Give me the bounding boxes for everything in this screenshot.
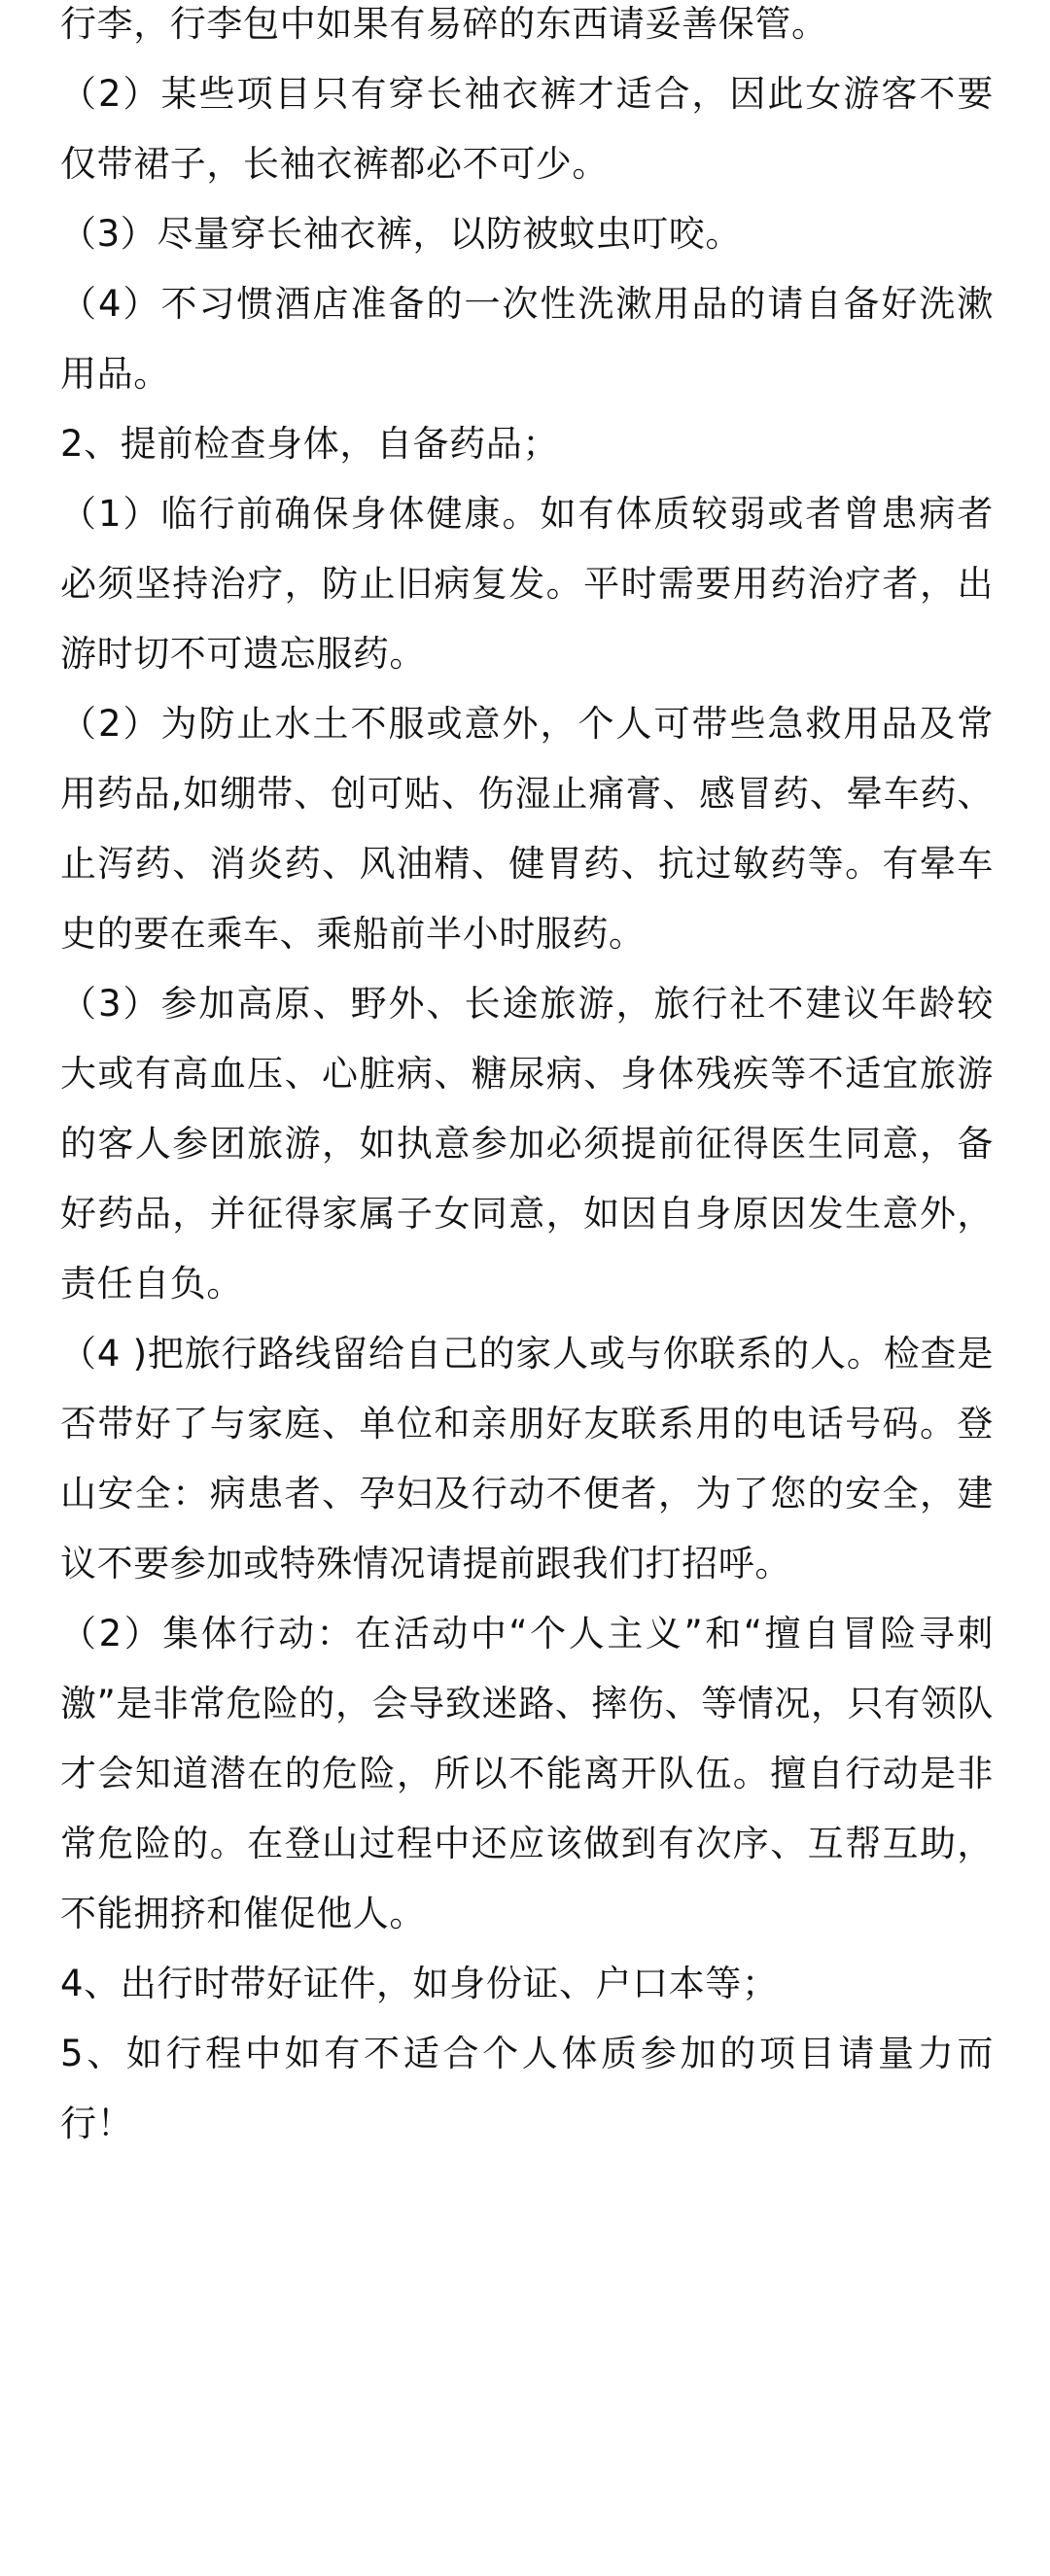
paragraph-first-aid: （2）为防止水土不服或意外，个人可带些急救用品及常用药品,如绷带、创可贴、伤湿止痛膏、感冒药、晕车药、止泻药、消炎药、风油精、健胃药、抗过敏药等。有晕车史的要在乘车、乘船前半小时服药。 <box>60 703 994 955</box>
paragraph-toiletries: （4）不习惯酒店准备的一次性洗漱用品的请自备好洗漱用品。 <box>60 283 994 395</box>
paragraph-act-within-ability: 5、如行程中如有不适合个人体质参加的项目请量力而行！ <box>60 2033 994 2144</box>
paragraph-long-sleeves: （2）某些项目只有穿长袖衣裤才适合，因此女游客不要仅带裙子，长袖衣裤都必不可少。 <box>60 73 994 185</box>
heading-health-check: 2、提前检查身体，自备药品； <box>60 423 559 465</box>
paragraph-luggage-fragile: 行李，行李包中如果有易碎的东西请妥善保管。 <box>60 3 828 45</box>
paragraph-documents: 4、出行时带好证件，如身份证、户口本等； <box>60 1963 779 2004</box>
paragraph-health-before-trip: （1）临行前确保身体健康。如有体质较弱或者曾患病者必须坚持治疗，防止旧病复发。平时需要用药治疗者，出游时切不可遗忘服药。 <box>60 493 994 675</box>
paragraph-plateau-travel: （3）参加高原、野外、长途旅游，旅行社不建议年龄较大或有高血压、心脏病、糖尿病、身体残疾等不适宜旅游的客人参团旅游，如执意参加必须提前征得医生同意，备好药品，并征得家属子女同意，如因自身原因发生意外，责任自负。 <box>60 983 994 1305</box>
paragraph-group-action: （2）集体行动：在活动中“个人主义”和“擅自冒险寻刺激”是非常危险的，会导致迷路、摔伤、等情况，只有领队才会知道潜在的危险，所以不能离开队伍。擅自行动是非常危险的。在登山过程中还应该做到有次序、互帮互助，不能拥挤和催促他人。 <box>60 1613 994 1934</box>
paragraph-route-safety: （4 )把旅行路线留给自己的家人或与你联系的人。检查是否带好了与家庭、单位和亲朋好友联系用的电话号码。登山安全：病患者、孕妇及行动不便者，为了您的安全，建议不要参加或特殊情况请提前跟我们打招呼。 <box>60 1333 994 1584</box>
paragraph-mosquito: （3）尽量穿长袖衣裤，以防被蚊虫叮咬。 <box>60 213 742 255</box>
